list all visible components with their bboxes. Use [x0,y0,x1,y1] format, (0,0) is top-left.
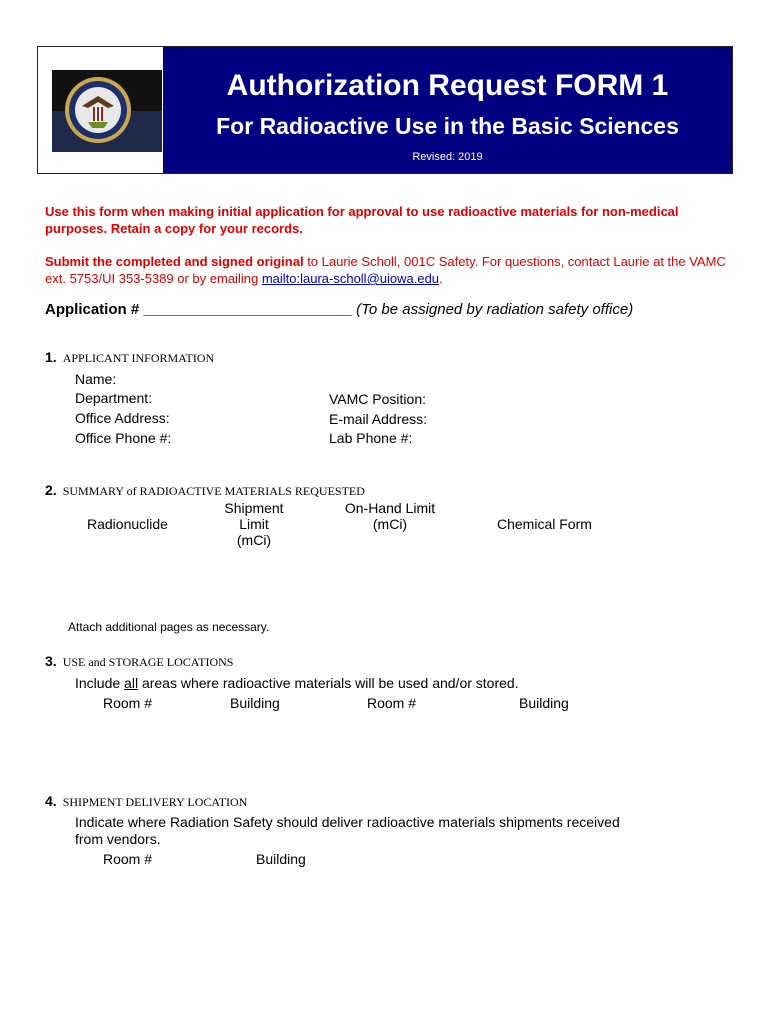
application-label: Application # _________________________ [45,301,352,318]
form-subtitle: For Radioactive Use in the Basic Sciences [216,113,679,139]
section4-instructions: Indicate where Radiation Safety should deliver radioactive materials shipments received from vendors. [75,814,620,847]
email-address-label: E-mail Address: [329,411,428,427]
office-address-label: Office Address: [75,410,170,426]
section2-heading [45,482,365,500]
lab-phone-label: Lab Phone #: [329,430,413,446]
section4-number: 4. [45,793,57,809]
section3-instr-pre: Include [75,675,125,691]
revised-date: Revised: 2019 [412,151,483,163]
application-note: (To be assigned by radiation safety office) [356,301,634,318]
section2-number: 2. [45,482,57,498]
room-label-delivery: Room # [103,851,153,867]
col-radionuclide: Radionuclide [87,516,168,532]
attach-note: Attach additional pages as necessary. [68,620,270,634]
section3-heading [45,653,233,671]
submit-period: . [439,271,443,286]
form-header [37,46,733,174]
title-banner [163,47,732,173]
section3-number: 3. [45,653,57,669]
section3-instructions [75,675,519,691]
section1-number: 1. [45,349,57,365]
col-onhand-limit-line1: On-Hand Limit [344,500,436,516]
email-link[interactable]: mailto:laura-scholl@uiowa.edu [261,271,440,286]
office-phone-label: Office Phone #: [75,430,172,446]
section2-title: SUMMARY of RADIOACTIVE MATERIALS REQUESTED [62,484,365,498]
submit-text: to Laurie Scholl, 001C Safety. For questions, contact Laurie at the VAMC ext. 5753/UI 353-5389 or by emailing [45,254,726,286]
col-chemical-form: Chemical Form [497,516,592,532]
department-label: Department: [75,390,153,406]
application-number [45,301,633,318]
section4-title: SHIPMENT DELIVERY LOCATION [62,795,248,809]
vamc-position-label: VAMC Position: [329,391,426,407]
col-shipment-limit [208,500,300,548]
building-label-1: Building [230,695,280,711]
submit-instructions [45,253,735,287]
section3-instr-post: areas where radioactive materials will be used and/or stored. [138,675,519,691]
logo-frame [44,53,160,167]
section1-title: APPLICANT INFORMATION [62,351,215,365]
col-shipment-limit-line1: Shipment Limit [224,500,284,532]
section3-instr-all: all [124,675,139,691]
room-label-1: Room # [103,695,153,711]
va-seal-logo [52,70,162,152]
section1-heading [45,349,214,367]
intro-instructions: Use this form when making initial application for approval to use radioactive materials for non-medical purposes. Retain a copy for your records. [45,204,679,236]
submit-bold: Submit the completed and signed original [45,254,304,269]
col-shipment-limit-line2: (mCi) [236,532,272,548]
building-label-2: Building [519,695,569,711]
name-label: Name: [75,371,117,387]
building-label-delivery: Building [256,851,306,867]
col-onhand-limit [343,500,437,532]
col-onhand-limit-line2: (mCi) [372,516,408,532]
section4-heading [45,793,247,811]
form-title: Authorization Request FORM 1 [226,69,669,102]
room-label-2: Room # [367,695,417,711]
section3-title: USE and STORAGE LOCATIONS [62,655,234,669]
